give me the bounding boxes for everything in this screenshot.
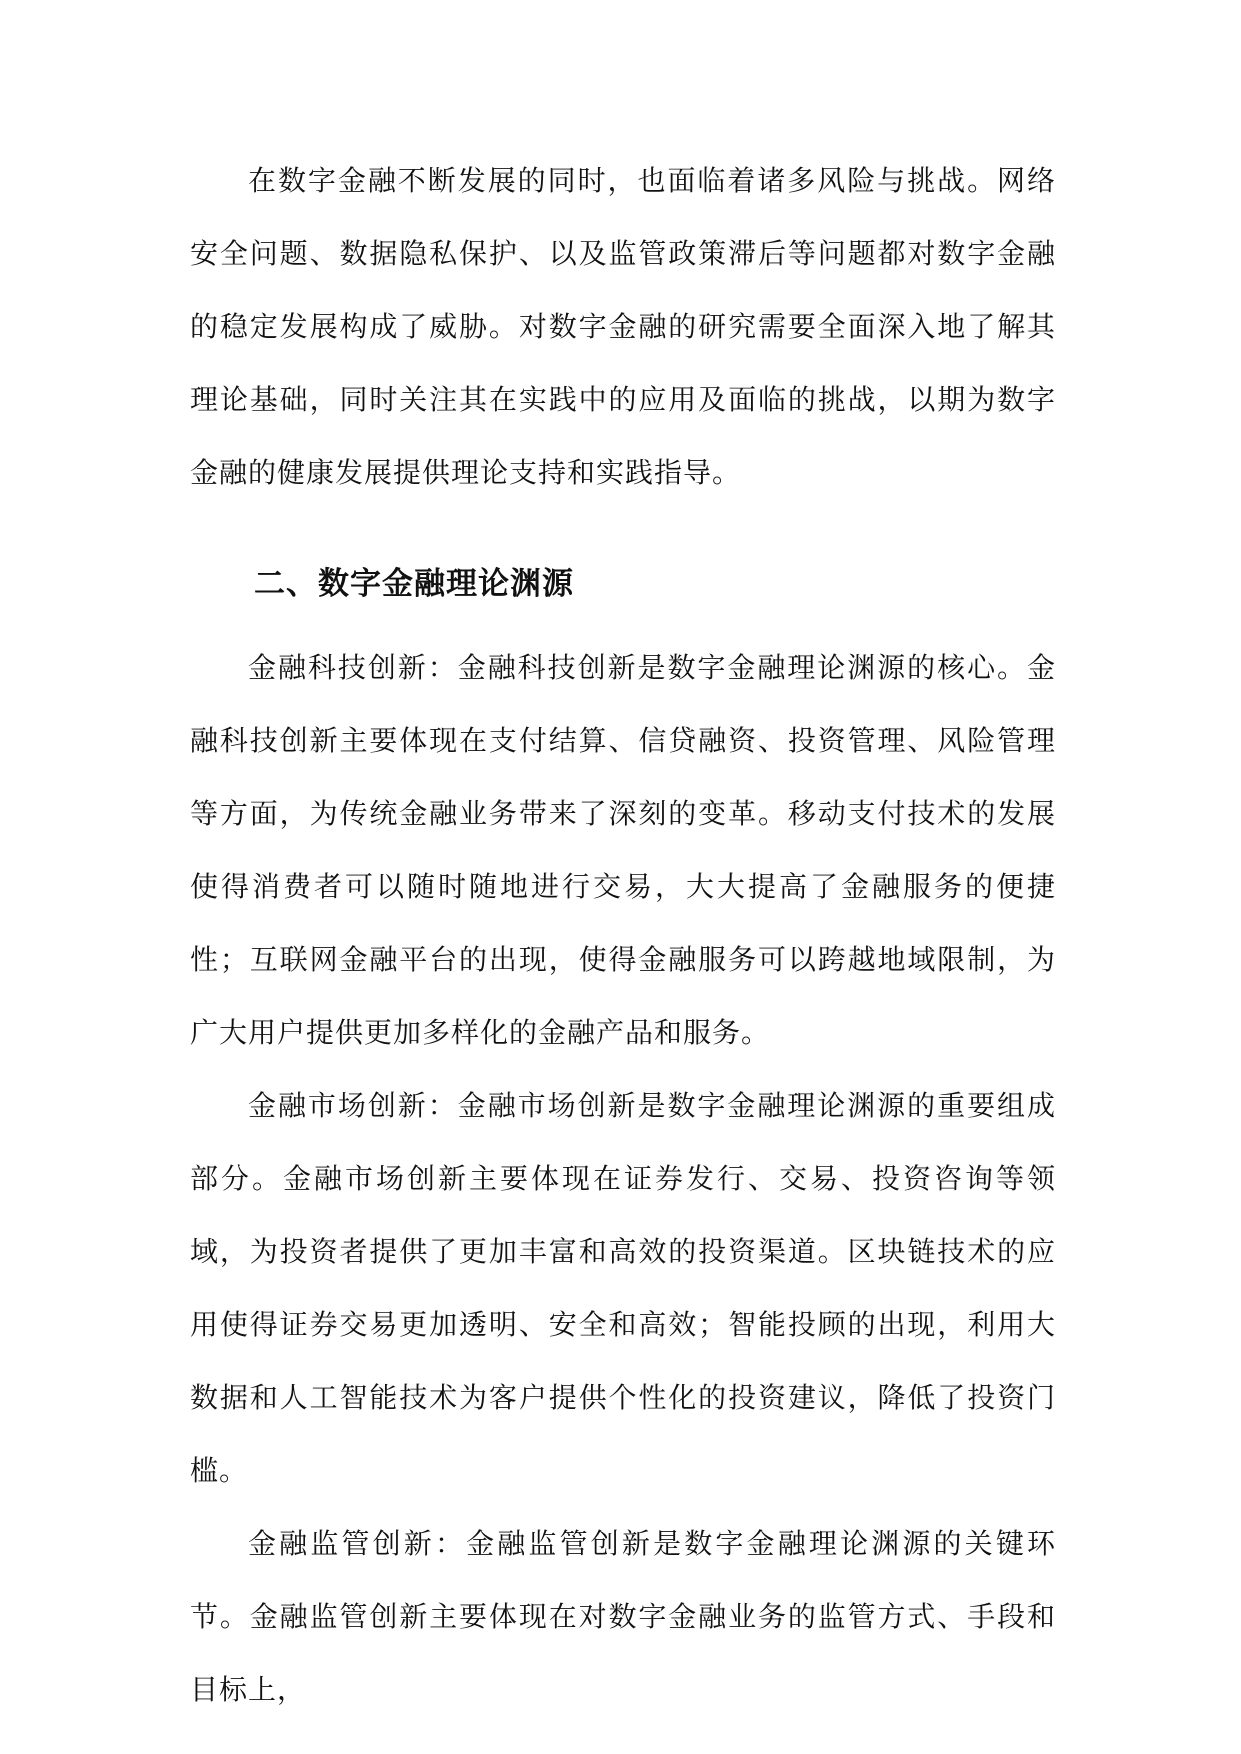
paragraph-market-innovation: 金融市场创新：金融市场创新是数字金融理论渊源的重要组成部分。金融市场创新主要体现在证券发行、交易、投资咨询等领域，为投资者提供了更加丰富和高效的投资渠道。区块链技术的应用使得证券交易更加透明、安全和高效；智能投顾的出现，利用大数据和人工智能技术为客户提供个性化的投资建议，降低了投资门槛。	[190, 1089, 1056, 1487]
document-body	[190, 144, 1056, 1726]
section-heading: 二、数字金融理论渊源	[254, 566, 574, 602]
paragraph-fintech-innovation: 金融科技创新：金融科技创新是数字金融理论渊源的核心。金融科技创新主要体现在支付结算、信贷融资、投资管理、风险管理等方面，为传统金融业务带来了深刻的变革。移动支付技术的发展使得消费者可以随时随地进行交易，大大提高了金融服务的便捷性；互联网金融平台的出现，使得金融服务可以跨越地域限制，为广大用户提供更加多样化的金融产品和服务。	[190, 651, 1056, 1049]
paragraph-regulatory-innovation: 金融监管创新：金融监管创新是数字金融理论渊源的关键环节。金融监管创新主要体现在对数字金融业务的监管方式、手段和目标上，	[190, 1527, 1056, 1706]
paragraph-risks-challenges: 在数字金融不断发展的同时，也面临着诸多风险与挑战。网络安全问题、数据隐私保护、以及监管政策滞后等问题都对数字金融的稳定发展构成了威胁。对数字金融的研究需要全面深入地了解其理论基础，同时关注其在实践中的应用及面临的挑战，以期为数字金融的健康发展提供理论支持和实践指导。	[190, 164, 1056, 489]
